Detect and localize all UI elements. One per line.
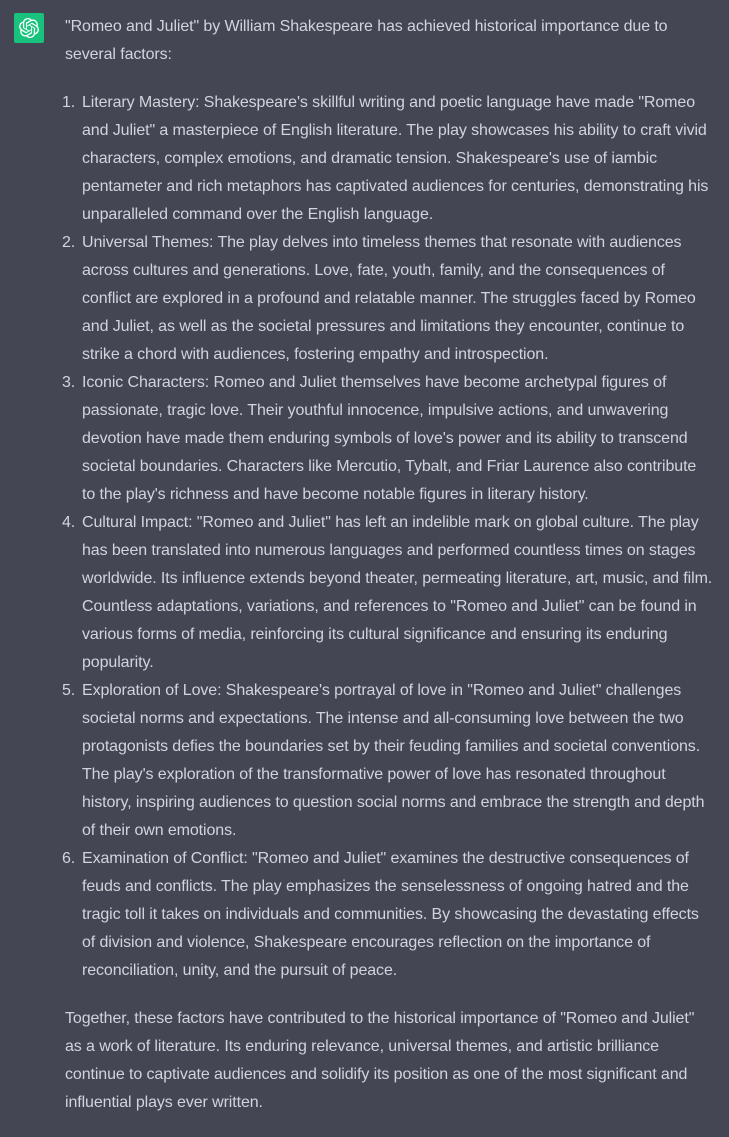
list-item	[62, 509, 713, 677]
list-item-number: 5.	[62, 682, 76, 699]
list-item-number: 3.	[62, 374, 76, 391]
intro-paragraph: "Romeo and Juliet" by William Shakespeare has achieved historical importance due to several factors:	[65, 18, 668, 63]
list-item	[62, 677, 713, 845]
openai-logo-icon	[19, 18, 39, 38]
list-item-number: 1.	[62, 94, 76, 111]
list-item-text: Exploration of Love: Shakespeare's portrayal of love in "Romeo and Juliet" challenges societal norms and expectations. The intense and all-consuming love between the two protagonists defies the boundaries set by their feuding families and societal conventions. The play's exploration of the transformative power of love has resonated throughout history, inspiring audiences to question social norms and embrace the strength and depth of their own emotions.	[82, 682, 705, 839]
numbered-list	[62, 89, 713, 985]
list-item	[62, 229, 713, 369]
assistant-avatar	[14, 13, 44, 43]
list-item	[62, 369, 713, 509]
list-item-text: Iconic Characters: Romeo and Juliet themselves have become archetypal figures of passionate, tragic love. Their youthful innocence, impulsive actions, and unwavering devotion have made them enduring symbols of love's power and its ability to transcend societal boundaries. Characters like Mercutio, Tybalt, and Friar Laurence also contribute to the play's richness and have become notable figures in literary history.	[82, 374, 697, 503]
list-item-number: 4.	[62, 514, 76, 531]
list-item	[62, 89, 713, 229]
list-item-text: Literary Mastery: Shakespeare's skillful writing and poetic language have made "Romeo and Juliet" a masterpiece of English literature. The play showcases his ability to craft vivid characters, complex emotions, and dramatic tension. Shakespeare's use of iambic pentameter and rich metaphors has captivated audiences for centuries, demonstrating his unparalleled command over the English language.	[82, 94, 709, 223]
closing-paragraph: Together, these factors have contributed to the historical importance of "Romeo and Juliet" as a work of literature. Its enduring relevance, universal themes, and artistic brilliance continue to captivate audiences and solidify its position as one of the most significant and influential plays ever written.	[65, 1010, 695, 1111]
list-item-text: Cultural Impact: "Romeo and Juliet" has left an indelible mark on global culture. The play has been translated into numerous languages and performed countless times on stages worldwide. Its influence extends beyond theater, permeating literature, art, music, and film. Countless adaptations, variations, and references to "Romeo and Juliet" can be found in various forms of media, reinforcing its cultural significance and ensuring its enduring popularity.	[82, 514, 713, 671]
list-item-number: 2.	[62, 234, 76, 251]
assistant-message-content	[62, 13, 713, 1117]
list-item-number: 6.	[62, 850, 76, 867]
list-item	[62, 845, 713, 985]
list-item-text: Examination of Conflict: "Romeo and Juliet" examines the destructive consequences of feuds and conflicts. The play emphasizes the senselessness of ongoing hatred and the tragic toll it takes on individuals and communities. By showcasing the devastating effects of division and violence, Shakespeare encourages reflection on the importance of reconciliation, unity, and the pursuit of peace.	[82, 850, 699, 979]
list-item-text: Universal Themes: The play delves into timeless themes that resonate with audiences across cultures and generations. Love, fate, youth, family, and the consequences of conflict are explored in a profound and relatable manner. The struggles faced by Romeo and Juliet, as well as the societal pressures and limitations they encounter, continue to strike a chord with audiences, fostering empathy and introspection.	[82, 234, 696, 363]
